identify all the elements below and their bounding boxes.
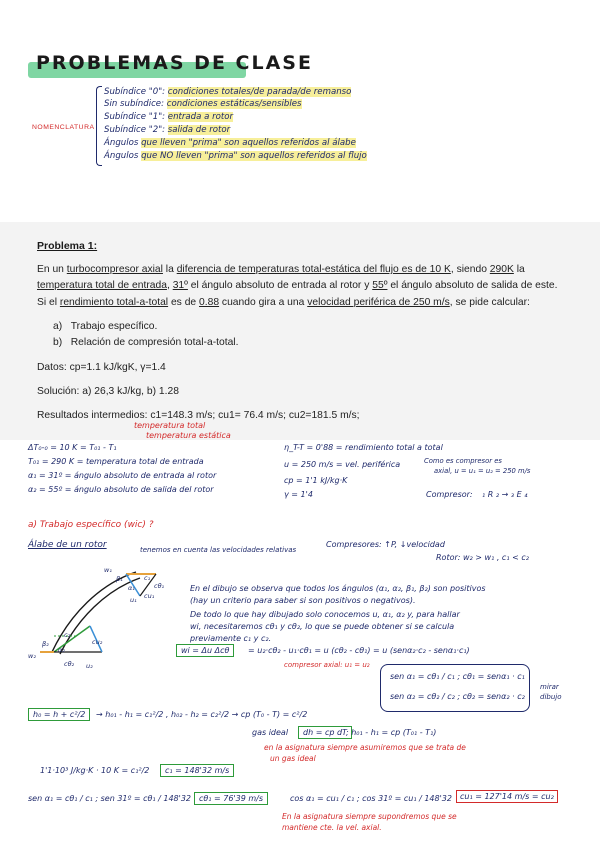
paragraph-line: previamente c₁ y c₂.: [190, 634, 272, 643]
question-b: b) Relación de compresión total-a-total.: [53, 337, 239, 348]
enthalpy-h-rest: ; h₀₁ - h₁ = cp (T₀₁ - T₁): [346, 728, 437, 737]
compresor-stages: ₁ R ₂ → ₃ E ₄: [482, 490, 528, 499]
note-u-axial-1: Como es compresor es: [424, 457, 502, 465]
diagram-label-beta2: β₂: [42, 640, 49, 648]
euler-equation-box: wi = Δu Δcθ: [176, 644, 234, 657]
alabe-label: Álabe de un rotor: [28, 540, 107, 550]
ctheta1-result-box: cθ₁ = 76'39 m/s: [194, 792, 268, 805]
note-velocidades-relativas: tenemos en cuenta las velocidades relativas: [140, 546, 297, 554]
paragraph-line: (hay un criterio para saber si son positivos o negativos).: [190, 596, 416, 605]
compresor-axial-note: compresor axial: u₁ = u₂: [284, 661, 370, 669]
paragraph-line: En el dibujo se observa que todos los ángulos (α₁, α₂, β₁, β₂) son positivos: [190, 584, 486, 593]
paragraph-line: De todo lo que hay dibujado solo conocemos u, α₁, α₂ y, para hallar: [190, 610, 460, 619]
diagram-label-u1: u₁: [130, 596, 137, 604]
sen-alpha1-calc: sen α₁ = cθ₁ / c₁ ; sen 31º = cθ₁ / 148'32: [28, 794, 192, 803]
note-gamma: γ = 1'4: [284, 490, 313, 499]
cos-alpha1-calc: cos α₁ = cu₁ / c₁ ; cos 31º = cu₁ / 148'32: [290, 794, 452, 803]
c1-result-box: c₁ = 148'32 m/s: [160, 764, 234, 777]
nomenclature-label: NOMENCLATURA: [32, 124, 95, 131]
page-title: PROBLEMAS DE CLASE: [36, 52, 313, 74]
sen-relation-1: sen α₁ = cθ₁ / c₁ ; cθ₁ = senα₁ · c₁: [390, 672, 525, 681]
nomenclature-item: Ángulos que NO lleven "prima" son aquellos referidos al flujo: [104, 151, 367, 161]
diagram-label-alpha1: α₁: [128, 584, 135, 592]
gas-ideal-note-2: un gas ideal: [270, 754, 316, 763]
diagram-label-ct2: cθ₂: [64, 660, 75, 668]
sen-relation-2: sen α₂ = cθ₂ / c₂ ; cθ₂ = senα₂ · c₂: [390, 692, 525, 701]
problem-statement: En un turbocompresor axial la diferencia de temperaturas total-estática del flujo es de 10 K, siendo 290K la temperatura total de entrada, 31º el ángulo absoluto de entrada al rotor y 55º el ángulo absoluto de salida de este. Si el rendimiento total-a-total es de 0.88 cuando gira a una velocidad periférica de 250 m/s, se pide calcular:: [37, 264, 558, 308]
nomenclature-item: Ángulos que lleven "prima" son aquellos referidos al álabe: [104, 138, 356, 148]
nomenclature-item: Subíndice "1": entrada a rotor: [104, 112, 234, 122]
diagram-label-c2: c₂: [64, 631, 71, 639]
enthalpy-rest: → h₀₁ - h₁ = c₁²/2 , h₀₂ - h₂ = c₂²/2 → cp (T₀ - T) = c²/2: [96, 710, 308, 719]
calc-c1: 1'1·10³ J/kg·K · 10 K = c₁²/2: [40, 766, 150, 775]
nomenclature-item: Subíndice "0": condiciones totales/de parada/de remanso: [104, 87, 352, 97]
solucion-line: Solución: a) 26,3 kJ/kg, b) 1.28: [37, 386, 179, 397]
part-a-heading: a) Trabajo específico (wic) ?: [28, 520, 154, 530]
intermedios-line: Resultados intermedios: c1=148.3 m/s; cu1= 76.4 m/s; cu2=181.5 m/s;: [37, 410, 360, 421]
nomenclature-item: Sin subíndice: condiciones estáticas/sensibles: [104, 99, 302, 109]
note-temperatura-total: temperatura total: [134, 421, 206, 430]
compresores-note: Compresores: ↑P, ↓velocidad: [326, 540, 445, 549]
gas-ideal-label: gas ideal: [252, 728, 289, 737]
rotor-relation: Rotor: w₂ > w₁ , c₁ < c₂: [436, 553, 529, 562]
note-t01: T₀₁ = 290 K = temperatura total de entrada: [28, 457, 204, 466]
compresor-label: Compresor:: [426, 490, 473, 499]
note-temperatura-estatica: temperatura estática: [146, 431, 231, 440]
title-block: [28, 52, 313, 78]
final-note-2: mantiene cte. la vel. axial.: [282, 823, 382, 832]
gas-ideal-note-1: en la asignatura siempre asumiremos que se trata de: [264, 743, 466, 752]
note-u-axial-2: axial, u = u₁ = u₂ = 250 m/s: [434, 467, 531, 475]
problem-heading: Problema 1:: [37, 240, 98, 252]
nomenclature-item: Subíndice "2": salida de rotor: [104, 125, 231, 135]
nomenclature-brace: [96, 86, 102, 166]
mirar-dibujo-note: mirar dibujo: [540, 683, 562, 701]
diagram-label-cu2: cu₂: [92, 638, 103, 646]
diagram-label-w2: w₂: [28, 652, 36, 660]
note-alpha2: α₂ = 55º = ángulo absoluto de salida del rotor: [28, 485, 214, 494]
euler-equation-rest: = u₂·cθ₂ - u₁·cθ₁ = u (cθ₂ - cθ₁) = u (senα₂·c₂ - senα₁·c₁): [248, 646, 470, 655]
dh-box: dh = cp dT: [298, 726, 352, 739]
enthalpy-box: h₀ = h + c²/2: [28, 708, 90, 721]
diagram-label-u2: u₂: [86, 662, 93, 670]
diagram-label-cu1: cu₁: [144, 592, 155, 600]
question-a: a) Trabajo específico.: [53, 321, 158, 332]
cu1-result-box: cu₁ = 127'14 m/s = cu₂: [456, 790, 558, 803]
diagram-label-w1: w₁: [104, 566, 112, 574]
datos-line: Datos: cp=1.1 kJ/kgK, γ=1.4: [37, 362, 166, 373]
diagram-label-ct1: cθ₁: [154, 582, 165, 590]
note-cp: cp = 1'1 kJ/kg·K: [284, 476, 348, 485]
note-eta: η_T-T = 0'88 = rendimiento total a total: [284, 443, 443, 452]
final-note-1: En la asignatura siempre supondremos que se: [282, 812, 457, 821]
diagram-label-alpha2: α₂: [58, 646, 65, 654]
diagram-label-c1: c₁: [144, 574, 151, 582]
paragraph-line: wi, necesitaremos cθ₁ y cθ₂, lo que se puede obtener si se calcula: [190, 622, 455, 631]
note-delta-t: ΔT₀-₀ = 10 K = T₀₁ - T₁: [28, 443, 117, 452]
diagram-label-beta1: β₁: [116, 575, 123, 583]
note-alpha1: α₁ = 31º = ángulo absoluto de entrada al rotor: [28, 471, 217, 480]
note-u: u = 250 m/s = vel. periférica: [284, 460, 401, 469]
